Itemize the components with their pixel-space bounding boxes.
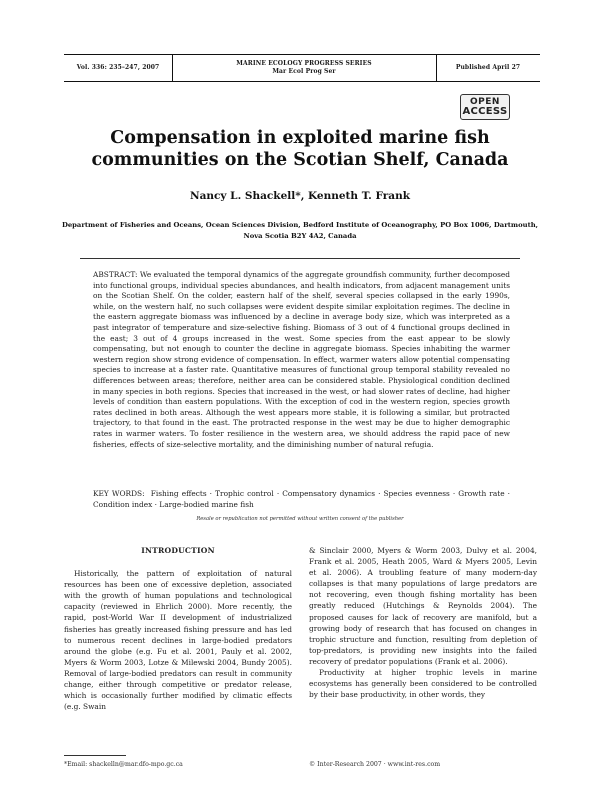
left-column	[64, 545, 292, 712]
right-column	[309, 545, 537, 700]
section-heading-introduction: INTRODUCTION	[141, 546, 215, 555]
title-line-2: communities on the Scotian Shelf, Canada	[91, 150, 509, 170]
volume-text: Vol. 336: 235–247, 2007	[76, 64, 160, 71]
title-line-1: Compensation in exploited marine fish	[110, 128, 490, 148]
open-access-line1: OPEN	[470, 97, 500, 107]
intro-paragraph-continued: & Sinclair 2000, Myers & Worm 2003, Dulvy et al. 2004, Frank et al. 2005, Heath 2005, Ward & Myers 2005, Levin et al. 2006). A troubling feature of many modern-day collapses is that many populations of large predators are not recovering, even though fishing mortality has been greatly reduced (Hutchings & Reynolds 2004). The proposed causes for lack of recovery are manifold, but a growing body of research that has focused on changes in trophic structure and function, resulting from depletion of top-predators, is providing new insights into the failed recovery of predator populations (Frank et al. 2006).	[309, 546, 537, 666]
affiliation	[60, 220, 540, 242]
journal-abbrev: Mar Ecol Prog Ser	[272, 68, 336, 75]
abstract-label: ABSTRACT:	[93, 270, 138, 279]
publication-date	[436, 54, 540, 82]
corresponding-author-footnote: *Email: shackelln@mar.dfo-mpo.gc.ca	[64, 761, 183, 768]
affiliation-line-2: Nova Scotia B2Y 4A2, Canada	[243, 232, 357, 240]
keywords-text: Fishing effects · Trophic control · Compensatory dynamics · Species evenness · Growth rate · Condition index · Large-bodied marine fish	[93, 489, 511, 509]
open-access-line2: ACCESS	[462, 106, 508, 117]
affiliation-line-1: Department of Fisheries and Oceans, Ocean Sciences Division, Bedford Institute of Oceanography, PO Box 1006, Dartmouth,	[61, 221, 539, 229]
abstract-text: We evaluated the temporal dynamics of the aggregate groundfish community, further decomposed into functional groups, individual species abundances, and health indicators, from adjacent management units on the Scotian Shelf. On the colder, eastern half of the shelf, several species collapsed in the early 1990s, while, on the western half, no such collapses were evident despite similar exploitation regimes. The decline in the eastern aggregate biomass was influenced by a decline in average body size, which was interpreted as a past integrator of temperature and size-selective fishing. Biomass of 3 out of 4 functional groups declined in the east; 3 out of 4 groups increased in the west. Some species from the east appear to be slowly compensating, but not enough to counter the decline in aggregate biomass. Species inhabiting the warmer western region show strong evidence of compensation. In effect, warmer waters allow potential compensating species to increase at a faster rate. Quantitative measures of functional group temporal stability revealed no differences between areas; therefore, neither area can be considered stable. Physiological condition declined in many species in both regions. Species that increased in the west, or had slower rates of decline, had higher levels of condition than eastern populations. With the exception of cod in the western region, species growth rates declined in both areas. Although the west appears more stable, it is following a similar, but protracted trajectory, to that found in the east. The protracted response in the west may be due to higher demographic rates in warmer waters. To foster resilience in the western area, we should address the rapid pace of new fisheries, effects of size-selective mortality, and the diminishing number of natural refugia.	[93, 270, 510, 449]
authors: Nancy L. Shackell*, Kenneth T. Frank	[190, 190, 410, 202]
running-header	[64, 54, 540, 82]
abstract-top-rule	[80, 258, 520, 259]
keywords	[93, 489, 510, 510]
journal-name: MARINE ECOLOGY PROGRESS SERIES	[236, 60, 372, 67]
resale-notice	[80, 516, 520, 522]
intro-paragraph: Historically, the pattern of exploitation of natural resources has been one of excessive depletion, associated with the growth of human populations and technological capacity (reviewed in Ehrlich 2000). More recently, the rapid, post-World War II development of industrialized fisheries has greatly increased fishing pressure and has led to numerous recent declines in large-bodied predators around the globe (e.g. Fu et al. 2001, Pauly et al. 2002, Myers & Worm 2003, Lotze & Milewski 2004, Bundy 2005). Removal of large-bodied predators can result in community change, either through competitive or predator release, which is occasionally further modified by climatic effects (e.g. Swain	[64, 569, 292, 712]
open-access-badge	[460, 94, 510, 120]
volume-info	[64, 54, 172, 82]
copyright-notice: © Inter-Research 2007 · www.int-res.com	[309, 761, 441, 768]
abstract	[93, 270, 510, 450]
resale-notice-text: Resale or republication not permitted without written consent of the publisher	[192, 516, 407, 522]
published-text: Published April 27	[455, 64, 521, 71]
intro-paragraph: Productivity at higher trophic levels in marine ecosystems has generally been considered to be controlled by their base productivity, in other words, they	[309, 668, 537, 700]
footnote-rule	[64, 755, 126, 756]
journal-info	[172, 54, 436, 82]
keywords-label: KEY WORDS:	[93, 489, 145, 498]
paper-title	[60, 127, 540, 171]
